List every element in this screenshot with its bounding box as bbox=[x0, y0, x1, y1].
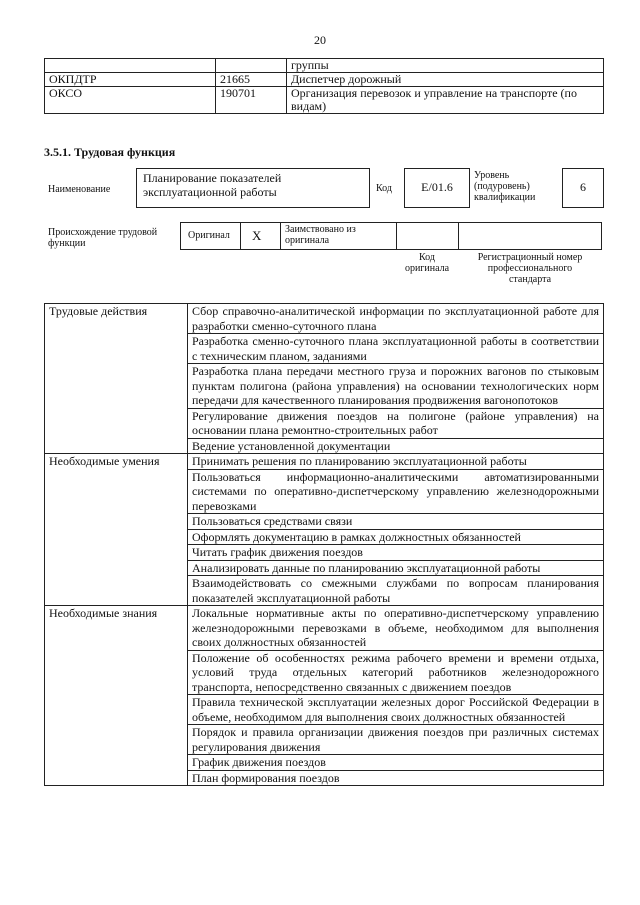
number-cell bbox=[216, 59, 287, 73]
code-cell bbox=[45, 59, 216, 73]
code-cell: ОКСО bbox=[45, 87, 216, 114]
section-title: 3.5.1. Трудовая функция bbox=[44, 145, 176, 159]
group-item: Регулирование движения поездов на полигоне (районе управления) на основании плана ремонтно-строительных работ bbox=[188, 408, 604, 438]
group-item: Анализировать данные по планированию эксплуатационной работы bbox=[188, 560, 604, 576]
original-label: Оригинал bbox=[188, 230, 230, 241]
table-row bbox=[45, 73, 604, 87]
divider bbox=[240, 222, 241, 249]
code-original-caption: Код оригинала bbox=[404, 252, 450, 274]
classification-table bbox=[44, 58, 604, 114]
group-item: Правила технической эксплуатации железных дорог Российской Федерации в объеме, необходимом для выполнения своих должностных обязанностей bbox=[188, 695, 604, 725]
name-cell: Диспетчер дорожный bbox=[287, 73, 604, 87]
code-box bbox=[404, 168, 470, 208]
group-item: Взаимодействовать со смежными службами по вопросам планирования показателей эксплуатационной работы bbox=[188, 576, 604, 606]
group-item: Сбор справочно-аналитической информации по эксплуатационной работе для разработки сменно-суточного плана bbox=[188, 304, 604, 334]
origin-label: Происхождение трудовой функции bbox=[48, 227, 158, 249]
group-item: Разработка плана передачи местного груза и порожних вагонов по стыковым пунктам полигона (района управления) на основании технологических норм передачи для качественного планирования продвижения вагонопотоков bbox=[188, 364, 604, 409]
level-value: 6 bbox=[580, 180, 586, 194]
name-cell: группы bbox=[287, 59, 604, 73]
function-name-box bbox=[136, 168, 370, 208]
table-row bbox=[45, 304, 604, 334]
number-cell: 21665 bbox=[216, 73, 287, 87]
page-number: 20 bbox=[314, 33, 326, 47]
group-item: Ведение установленной документации bbox=[188, 438, 604, 454]
group-title: Трудовые действия bbox=[45, 304, 188, 454]
group-item: Положение об особенностях режима рабочего времени и времени отдыха, условий труда отдельных категорий работников железнодорожного транспорта, непосредственно связанных с движением поездов bbox=[188, 650, 604, 695]
function-code: E/01.6 bbox=[421, 180, 453, 194]
group-title: Необходимые умения bbox=[45, 454, 188, 606]
reg-number-caption: Регистрационный номер профессионального стандарта bbox=[477, 252, 583, 285]
table-row bbox=[45, 59, 604, 73]
divider bbox=[280, 222, 281, 249]
group-item: Локальные нормативные акты по оперативно-диспетчерскому управлению железнодорожными перевозками в объеме, необходимом для выполнения своих должностных обязанностей bbox=[188, 606, 604, 651]
level-box bbox=[562, 168, 604, 208]
group-item: Разработка сменно-суточного плана эксплуатационной работы в соответствии с техническим планом, заданиями bbox=[188, 334, 604, 364]
original-mark: X bbox=[252, 228, 262, 243]
group-item: План формирования поездов bbox=[188, 770, 604, 786]
code-cell: ОКПДТР bbox=[45, 73, 216, 87]
borrowed-label: Заимствовано из оригинала bbox=[285, 224, 356, 246]
table-row bbox=[45, 87, 604, 114]
group-item: Принимать решения по планированию эксплуатационной работы bbox=[188, 454, 604, 470]
divider bbox=[396, 222, 397, 249]
level-label: Уровень (подуровень) квалификации bbox=[474, 170, 536, 203]
code-label: Код bbox=[376, 183, 392, 194]
name-label: Наименование bbox=[48, 184, 111, 195]
group-item: Оформлять документацию в рамках должностных обязанностей bbox=[188, 529, 604, 545]
group-item: Пользоваться средствами связи bbox=[188, 514, 604, 530]
group-title: Необходимые знания bbox=[45, 606, 188, 786]
group-item: Порядок и правила организации движения поездов при различных системах регулирования движения bbox=[188, 725, 604, 755]
divider bbox=[458, 222, 459, 249]
group-item: Читать график движения поездов bbox=[188, 545, 604, 561]
group-item: График движения поездов bbox=[188, 755, 604, 771]
number-cell: 190701 bbox=[216, 87, 287, 114]
group-item: Пользоваться информационно-аналитическими автоматизированными системами по оперативно-диспетчерскому управлению железнодорожными перевозками bbox=[188, 469, 604, 514]
function-details-table bbox=[44, 303, 604, 786]
name-cell: Организация перевозок и управление на транспорте (по видам) bbox=[287, 87, 604, 114]
function-name: Планирование показателей эксплуатационной работы bbox=[143, 171, 282, 199]
table-row bbox=[45, 454, 604, 470]
table-row bbox=[45, 606, 604, 651]
